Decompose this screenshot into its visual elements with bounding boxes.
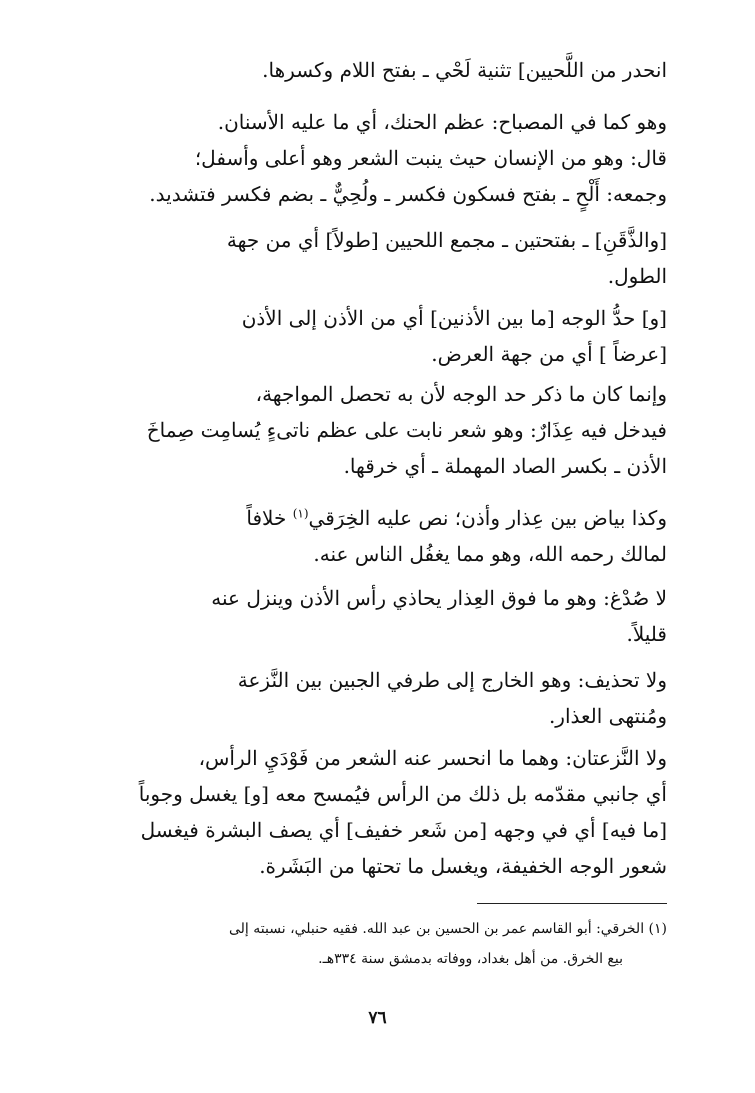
footnote [87,914,667,974]
text-line: ومُنتهى العذار. [548,704,667,728]
paragraph-3 [87,222,667,294]
paragraph-4 [87,300,667,372]
paragraph-1 [87,52,667,88]
text-line [87,500,667,536]
paragraph-2 [87,104,667,212]
text-line: [عرضاً ] أي من جهة العرض. [431,342,667,366]
text-line: ولا النَّزعتان: وهما ما انحسر عنه الشعر من فَوْدَيِ الرأس، [198,746,667,770]
paragraph-9 [87,740,667,884]
text-line: انحدر من اللَّحيين] تثنية لَحْي ـ بفتح اللام وكسرها. [262,58,667,82]
text-line: شعور الوجه الخفيفة، ويغسل ما تحتها من البَشَرة. [259,854,667,878]
text-line: أي جانبي مقدّمه بل ذلك من الرأس فيُمسح معه [و] يغسل وجوباً [138,782,667,806]
footnote-line: (١) الخرقي: أبو القاسم عمر بن الحسين بن عبد الله. فقيه حنبلي، نسبته إلى [229,921,667,937]
text-line: فيدخل فيه عِذَارٌ: وهو شعر نابت على عظم ناتىءٍ يُسامِت صِماخَ [146,418,667,442]
text-line: قال: وهو من الإنسان حيث ينبت الشعر وهو أعلى وأسفل؛ [194,146,667,170]
text-line: وجمعه: أَلْحٍ ـ بفتح فسكون فكسر ـ ولُحِيٌّ ـ بضم فكسر فتشديد. [149,182,667,206]
footnote-divider [477,903,667,904]
paragraph-6 [87,500,667,572]
text-line: الأذن ـ بكسر الصاد المهملة ـ أي خرقها. [343,454,667,478]
text-line: [و] حدُّ الوجه [ما بين الأذنين] أي من الأذن إلى الأذن [241,306,667,330]
text-segment: خلافاً [246,506,293,530]
text-line: وهو كما في المصباح: عظم الحنك، أي ما عليه الأسنان. [217,110,667,134]
page-number: ٧٦ [368,1008,387,1028]
text-line: لا صُدْغ: وهو ما فوق العِذار يحاذي رأس الأذن وينزل عنه [211,586,667,610]
text-line: لمالك رحمه الله، وهو مما يغفُل الناس عنه. [313,542,667,566]
paragraph-7 [87,580,667,652]
footnote-marker[interactable]: (١) [292,506,309,521]
text-line: ولا تحذيف: وهو الخارج إلى طرفي الجبين بين النَّزعة [237,668,667,692]
paragraph-5 [87,376,667,484]
text-line: الطول. [607,264,667,288]
text-line: [والذَّقَنِ] ـ بفتحتين ـ مجمع اللحيين [طولاً] أي من جهة [226,228,667,252]
footnote-line: بيع الخرق. من أهل بغداد، ووفاته بدمشق سنة ٣٣٤هـ. [318,951,623,967]
text-segment: وكذا بياض بين عِذار وأذن؛ نص عليه الخِرَقي [308,506,667,530]
text-line: [ما فيه] أي في وجهه [من شَعر خفيف] أي يصف البشرة فيغسل [140,818,667,842]
text-line: وإنما كان ما ذكر حد الوجه لأن به تحصل المواجهة، [255,382,667,406]
paragraph-8 [87,662,667,734]
text-line: قليلاً. [626,622,667,646]
